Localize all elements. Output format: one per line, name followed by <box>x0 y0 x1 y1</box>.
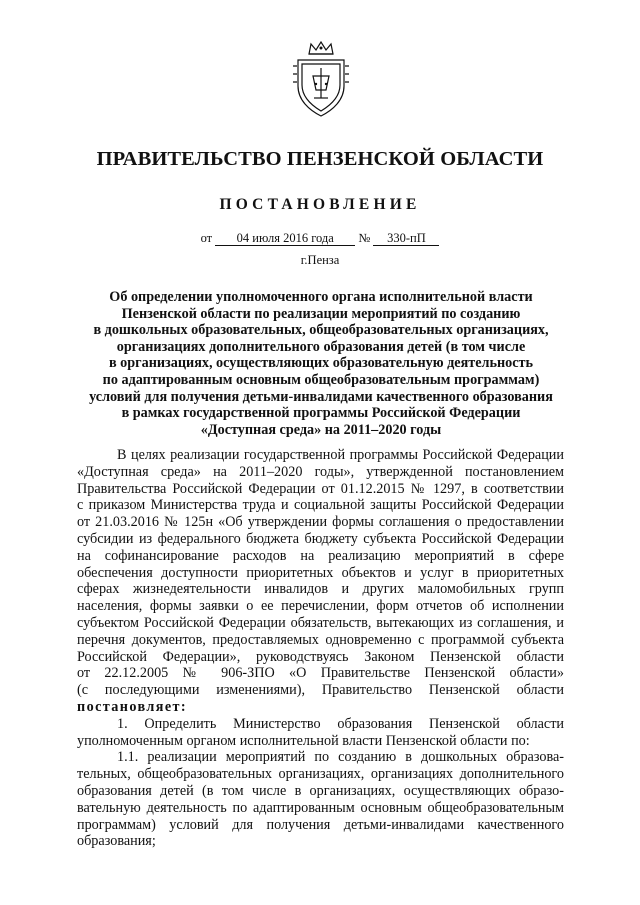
body-line: Правительства Российской Федерации от 01.12.2015 № 1297, в соответствии <box>77 480 564 497</box>
heading-line: Об определении уполномоченного органа исполнительной власти <box>109 289 533 305</box>
body-line: от 22.12.2005 № 906-ЗПО «О Правительстве Пензенской области» <box>77 665 564 682</box>
number-value: 330-пП <box>373 231 439 246</box>
body-line: образования; <box>77 833 156 850</box>
document-type: ПОСТАНОВЛЕНИЕ <box>219 196 421 213</box>
heading-line: в организациях, осуществляющих образовательную деятельность <box>108 355 534 372</box>
document-body <box>77 447 564 850</box>
date-number-line <box>0 231 640 246</box>
body-line: перечня документов, предоставляемых одновременно с программой субъекта <box>77 631 564 648</box>
body-line: населения, формы заявки о ее перечислении, форм отчетов об исполнении <box>77 598 564 615</box>
body-line: от 21.03.2016 № 125н «Об утверждении формы соглашения о предоставлении <box>77 514 564 531</box>
body-line: субъектом Российской Федерации обязательств, вытекающих из соглашения, и <box>77 614 564 631</box>
resolution-keyword: постановляет: <box>77 698 188 715</box>
heading-line: по адаптированным основным общеобразовательным программам) <box>102 371 540 388</box>
heading-line: организациях дополнительного образования детей (в том числе <box>116 338 526 355</box>
city-label: г.Пенза <box>300 253 340 267</box>
heading-line: «Доступная среда» на 2011–2020 годы <box>200 421 442 438</box>
body-line: с приказом Министерства труда и социальной защиты Российской Федерации <box>77 497 564 514</box>
body-line: (с последующими изменениями), Правительство Пензенской области <box>77 682 564 699</box>
heading-line: в рамках государственной программы Российской Федерации <box>121 405 521 422</box>
body-line: программам) условий для получения детьми-инвалидами качественного <box>77 816 564 833</box>
penza-coat-of-arms-emblem <box>293 40 349 118</box>
body-line: 1.1. реализации мероприятий по созданию в дошкольных образова- <box>117 749 564 766</box>
body-line: вательную деятельность по адаптированным основным общеобразовательным <box>77 799 564 816</box>
body-line: субсидии из федерального бюджета бюджету субъекта Российской Федерации <box>77 530 564 547</box>
body-line: Российской Федерации», руководствуясь Законом Пензенской области <box>77 648 564 665</box>
body-line: образования детей (в том числе в организациях, осуществляющих образо- <box>77 782 564 799</box>
body-line: уполномоченным органом исполнительной власти Пензенской области по: <box>77 732 530 749</box>
date-value: 04 июля 2016 года <box>215 231 355 246</box>
body-line: обеспечения доступности приоритетных объектов и услуг в приоритетных <box>77 564 564 581</box>
heading-line: условий для получения детьми-инвалидами качественного образования <box>89 388 553 405</box>
heading-line: Пензенской области по реализации мероприятий по созданию <box>121 305 521 322</box>
body-line: сферах жизнедеятельности инвалидов и других маломобильных групп <box>77 581 564 598</box>
body-line: тельных, общеобразовательных организациях, организациях дополнительного <box>77 766 564 783</box>
body-line: на софинансирование расходов на реализацию мероприятий в сфере <box>77 547 564 564</box>
heading-line: в дошкольных образовательных, общеобразовательных организациях, <box>93 322 549 339</box>
document-heading <box>80 289 562 438</box>
body-line: 1. Определить Министерство образования Пензенской области <box>117 715 564 732</box>
number-prefix: № <box>358 231 371 245</box>
government-title: ПРАВИТЕЛЬСТВО ПЕНЗЕНСКОЙ ОБЛАСТИ <box>96 148 544 170</box>
body-line: В целях реализации государственной программы Российской Федерации <box>117 447 564 463</box>
date-prefix: от <box>200 231 213 245</box>
body-line: «Доступная среда» на 2011–2020 годы», утвержденной постановлением <box>77 463 564 480</box>
